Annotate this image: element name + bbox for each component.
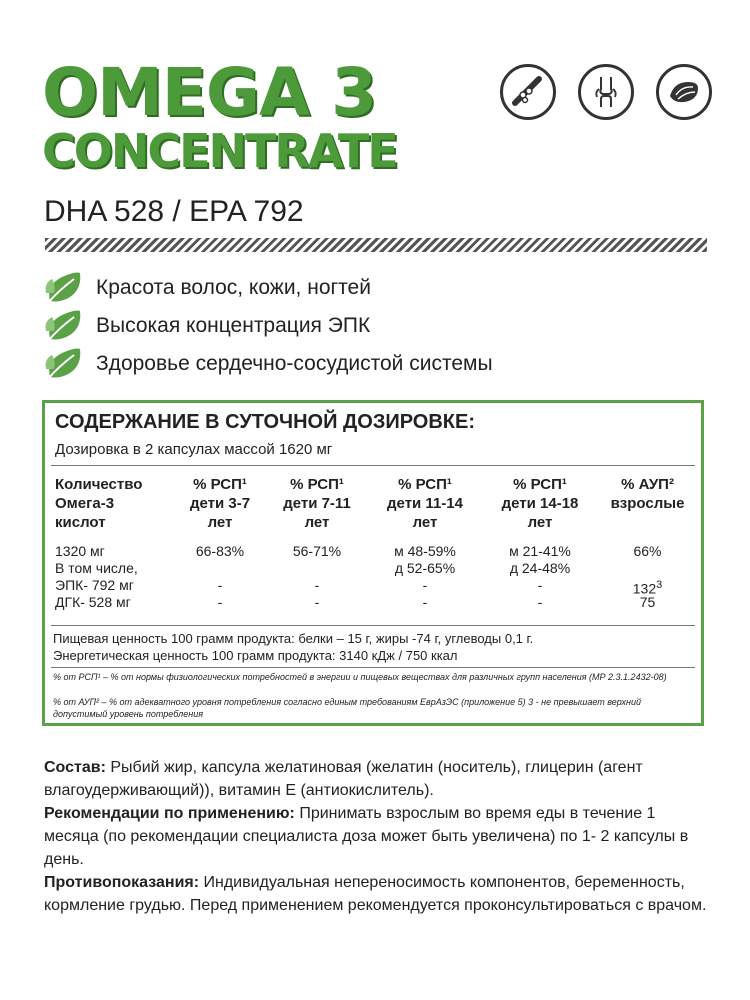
table-subtitle: Дозировка в 2 капсулах массой 1620 мг	[55, 441, 333, 458]
product-title: OMEGA 3	[42, 54, 377, 131]
leaf-icon	[44, 347, 84, 381]
benefit-text: Высокая концентрация ЭПК	[96, 314, 371, 337]
joint-icon	[578, 64, 634, 120]
usage-paragraph: Рекомендации по применению: Принимать взрослым во время еды в течение 1 месяца (по рекомендации специалиста доза может быть увеличена) по 1- 2 капсулы в день.	[44, 805, 689, 868]
benefit-item	[44, 346, 493, 382]
nutrition-value: Пищевая ценность 100 грамм продукта: белки – 15 г, жиры -74 г, углеводы 0,1 г.	[53, 631, 534, 646]
cell-value: -	[314, 577, 320, 593]
footnote-rsp: % от РСП¹ – % от нормы физиологических потребностей в энергии и пищевых веществах для различных групп населения (МР 2.3.1.2432-08)	[53, 672, 667, 682]
header-amount: Количество Омега-3 кислот	[55, 476, 143, 531]
composition-paragraph: Состав: Рыбий жир, капсула желатиновая (желатин (носитель), глицерин (агент влагоудерживающий)), витамин Е (антиокислитель).	[44, 759, 643, 799]
cell-value: -	[537, 594, 543, 610]
benefit-icons	[500, 64, 712, 120]
footnote-aup: % от АУП² – % от адекватного уровня потребления согласно единым требованиям ЕврАзЭС (приложение 5) 3 - не превышает верхний допустимый уровень потребления	[53, 697, 641, 719]
header-adults: % АУП² взрослые	[610, 476, 685, 512]
header-kids-14-18: % РСП¹ дети 14-18 лет	[501, 476, 579, 531]
hatched-divider	[45, 238, 707, 252]
leaf-icon	[44, 271, 84, 305]
table-divider	[51, 667, 695, 668]
dosage-text: DHA 528 / EPA 792	[44, 195, 304, 228]
cell-value: -	[314, 594, 320, 610]
muscle-icon	[656, 64, 712, 120]
row-label-epa: ЭПК- 792 мг	[55, 577, 134, 593]
cell-value: м 21-41%	[509, 543, 571, 559]
cell-value: -	[217, 577, 223, 593]
cell-value: 75	[639, 594, 656, 610]
composition-section	[44, 756, 714, 917]
cell-value: 66-83%	[195, 543, 245, 559]
header-kids-3-7: % РСП¹ дети 3-7 лет	[189, 476, 251, 531]
cell-value-epa: $132^3$	[632, 579, 663, 597]
cell-value: 66%	[633, 543, 662, 559]
energy-value: Энергетическая ценность 100 грамм продукта: 3140 кДж / 750 ккал	[53, 648, 458, 663]
daily-dose-table	[42, 400, 704, 726]
benefit-text: Здоровье сердечно-сосудистой системы	[96, 352, 493, 375]
cell-value: -	[422, 577, 428, 593]
cell-value: -	[537, 577, 543, 593]
leaf-icon	[44, 309, 84, 343]
table-divider	[51, 625, 695, 626]
table-title: СОДЕРЖАНИЕ В СУТОЧНОЙ ДОЗИРОВКЕ:	[55, 411, 476, 433]
benefits-list	[44, 270, 493, 384]
cell-value: д 24-48%	[509, 560, 571, 576]
header-kids-7-11: % РСП¹ дети 7-11 лет	[283, 476, 351, 531]
row-label-total: 1320 мг	[55, 543, 105, 559]
brain-cells-icon	[500, 64, 556, 120]
header-kids-11-14: % РСП¹ дети 11-14 лет	[387, 476, 463, 531]
benefit-item	[44, 270, 493, 306]
cell-value: м 48-59%	[394, 543, 456, 559]
table-divider	[51, 465, 695, 466]
product-subtitle: CONCENTRATE	[42, 124, 397, 178]
row-label-including: В том числе,	[55, 560, 138, 576]
row-label-dha: ДГК- 528 мг	[55, 594, 131, 610]
cell-value: д 52-65%	[394, 560, 456, 576]
benefit-text: Красота волос, кожи, ногтей	[96, 276, 371, 299]
benefit-item	[44, 308, 493, 344]
contraindications-paragraph: Противопоказания: Индивидуальная непереносимость компонентов, беременность, кормление грудью. Перед применением рекомендуется проконсультироваться с врачом.	[44, 874, 707, 914]
cell-value: -	[217, 594, 223, 610]
cell-value: -	[422, 594, 428, 610]
cell-value: 56-71%	[292, 543, 342, 559]
